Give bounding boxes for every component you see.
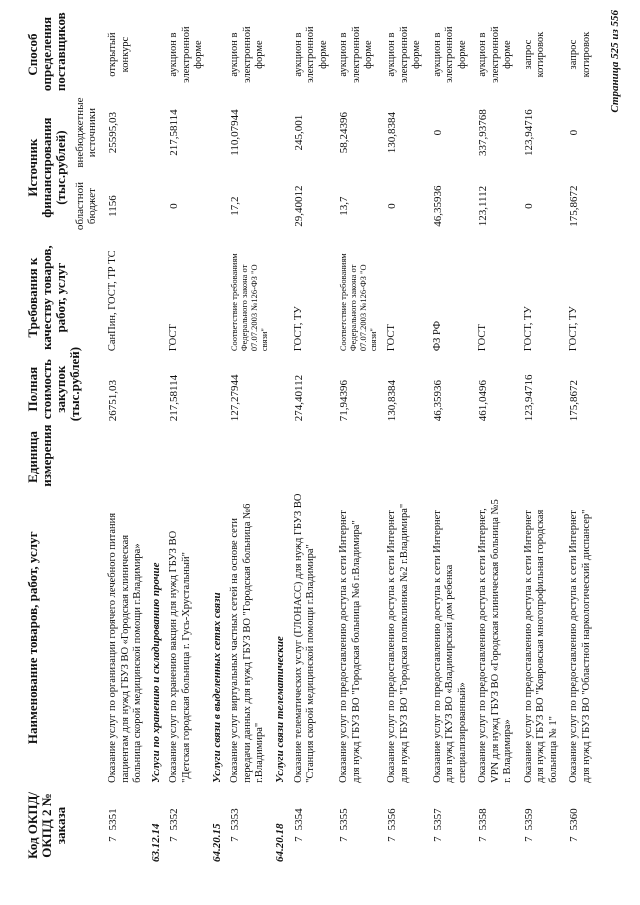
row-requirements: Соответствие требованиям Федерального закона от 07.07.2003 №126-ФЗ "О связи" [338, 253, 378, 352]
row-number: 5358 [477, 808, 489, 831]
row-unit [164, 424, 209, 490]
header-funding: Источник финансирования (тыс.рублей) [25, 117, 68, 218]
row-method: аукцион в электронной форме [168, 26, 204, 83]
row-number: 5359 [522, 808, 535, 831]
row-unit [382, 424, 428, 490]
row-number: 5356 [386, 808, 398, 831]
row-unit [334, 424, 382, 490]
row-funding-extra: 25595,03 [107, 111, 119, 154]
section-code: 64.20.15 [210, 823, 223, 862]
section-code: 64.20.18 [274, 823, 286, 862]
row-cost: 123,94716 [522, 374, 535, 422]
header-funding-extra: внебюджетные источники [74, 97, 98, 168]
row-requirements: ГОСТ, ТУ [568, 306, 579, 352]
table-row [334, 15, 382, 865]
section-title: Услуги связи в выделенных сетях связи [210, 592, 223, 783]
row-cost: 461,0496 [477, 379, 489, 422]
row-unit [518, 424, 564, 490]
row-funding-regional: 123,1112 [477, 185, 489, 227]
row-funding-regional: 17,2 [229, 196, 241, 216]
row-name: Оказание телематических услуг (ГЛОНАСС) для нужд ГБУЗ ВО "Станция скорой медицинской помощи г.Владимира" [292, 493, 316, 783]
row-funding-extra: 130,8384 [386, 111, 398, 154]
row-funding-regional: 13,7 [338, 196, 350, 216]
row-number: 5360 [568, 808, 580, 831]
row-funding-regional: 0 [522, 203, 535, 209]
row-cost: 175,8672 [568, 379, 580, 422]
header-cost: Полная стоимость закупок (тыс.рублей) [25, 346, 82, 422]
section-row [148, 15, 164, 865]
row-funding-extra: 58,24396 [338, 111, 350, 154]
row-name: Оказание услуг виртуальных частных сетей на основе сети передачи данных для нужд ГБУЗ ВО "Городская больница №6 г.Владимира" [229, 503, 265, 783]
row-number: 5355 [338, 808, 350, 831]
row-code: 7 [338, 836, 350, 842]
table-row [518, 15, 564, 865]
row-cost: 130,8384 [386, 379, 398, 422]
row-unit [288, 424, 334, 490]
section-title: Услуги по хранению и складированию прочие [149, 562, 162, 783]
header-unit: Единица измерения [25, 424, 54, 487]
row-unit [473, 424, 519, 490]
row-requirements: Соответствие требованиям Федерального закона от 07.07.2003 №126-ФЗ "О связи" [229, 253, 269, 352]
row-code: 7 [477, 836, 489, 842]
row-code: 7 [386, 836, 398, 842]
row-funding-regional: 175,8672 [568, 185, 580, 227]
row-funding-extra: 217,58114 [168, 109, 180, 156]
row-funding-extra: 337,93768 [477, 109, 489, 156]
table-row [103, 15, 148, 865]
row-funding-regional: 1156 [107, 195, 119, 217]
row-cost: 274,40112 [292, 374, 305, 422]
row-name: Оказание услуг по предоставлению доступа к сети Интернет для нужд ГКУЗ ВО «Владимирский дом ребенка специализированный» [431, 510, 468, 783]
row-method: запрос котировок [568, 31, 592, 78]
row-funding-regional: 29,40012 [292, 185, 305, 227]
row-number: 5354 [292, 808, 305, 831]
row-funding-extra: 123,94716 [522, 109, 535, 156]
row-funding-extra: 110,07944 [229, 109, 241, 156]
row-code: 7 [431, 836, 444, 842]
procurement-table [20, 12, 596, 865]
row-number: 5357 [431, 808, 444, 831]
row-code: 7 [568, 836, 580, 842]
row-method: аукцион в электронной форме [292, 26, 329, 83]
row-cost: 46,35936 [431, 379, 444, 422]
table-row [564, 15, 597, 865]
row-name: Оказание услуг по предоставлению доступа к сети Интернет для нужд ГБУЗ ВО "Ковровская многопрофильная городская больница № 1" [522, 509, 559, 783]
row-cost: 26751,03 [107, 379, 119, 422]
row-name: Оказание услуг по предоставлению доступа к сети Интернет для нужд ГБУЗ ВО "Городская поликлиника №2 г.Владимира" [386, 503, 410, 783]
row-unit [564, 424, 597, 490]
row-number: 5353 [229, 808, 241, 831]
row-requirements: ГОСТ [168, 324, 179, 352]
row-method: аукцион в электронной форме [229, 26, 265, 83]
row-requirements: ГОСТ [386, 324, 397, 352]
row-name: Оказание услуг по хранению вакцин для нужд ГБУЗ ВО "Детская городская больница г. Гусь-Хрустальный" [168, 530, 192, 783]
row-method: аукцион в электронной форме [338, 26, 374, 83]
row-requirements: ГОСТ, ТУ [292, 306, 304, 352]
row-requirements: ФЗ РФ [431, 320, 443, 352]
row-unit [427, 424, 473, 490]
row-name: Оказание услуг по предоставлению доступа к сети Интернет, VPN для нужд ГБУЗ ВО «Городская клиническая больница №5 г. Владимира» [477, 499, 513, 783]
header-method: Способ определения поставщиков [25, 12, 68, 92]
row-cost: 217,58114 [168, 374, 180, 422]
table-header [20, 12, 103, 865]
section-row [209, 15, 225, 865]
row-requirements: СанПин, ГОСТ, ТР ТС [107, 250, 118, 352]
row-unit [103, 424, 148, 490]
row-cost: 71,94396 [338, 379, 350, 422]
row-funding-regional: 46,35936 [431, 185, 444, 227]
row-requirements: ГОСТ, ТУ [522, 306, 534, 352]
row-funding-regional: 0 [386, 203, 398, 209]
row-name: Оказание услуг по организации горячего лечебного питания пациентам для нужд ГБУЗ ВО «Городская клиническая больница скорой медицинской помощи г.Владимира» [107, 512, 143, 783]
section-code: 63.12.14 [149, 823, 162, 862]
row-method: запрос котировок [522, 31, 546, 78]
page-number: Страница 525 из 556 [609, 10, 621, 113]
header-funding-regional: областной бюджет [74, 181, 98, 231]
row-code: 7 [522, 836, 535, 842]
table-row [473, 15, 519, 865]
row-code: 7 [168, 836, 180, 842]
section-title: Услуги связи телематические [274, 636, 286, 783]
table-body [103, 15, 597, 865]
row-funding-extra: 0 [431, 129, 444, 136]
row-cost: 127,27944 [229, 374, 241, 422]
table-row [164, 15, 209, 865]
row-name: Оказание услуг по предоставлению доступа к сети Интернет для нужд ГБУЗ ВО "Областной наркологический диспансер" [568, 509, 592, 783]
table-row [382, 15, 428, 865]
row-method: аукцион в электронной форме [431, 26, 468, 83]
row-method: открытый конкурс [107, 32, 131, 77]
row-name: Оказание услуг по предоставлению доступа к сети Интернет для нужд ГБУЗ ВО "Городская больница №6 г.Владимира" [338, 510, 362, 783]
row-code: 7 [292, 836, 305, 842]
row-funding-extra: 0 [568, 129, 580, 136]
header-requirements: Требования к качеству товаров, работ, услуг [25, 245, 68, 350]
row-method: аукцион в электронной форме [386, 26, 422, 83]
row-number: 5352 [168, 808, 180, 831]
table-row [427, 15, 473, 865]
row-unit [225, 424, 273, 490]
row-code: 7 [229, 836, 241, 842]
table-row [288, 15, 334, 865]
table-row [225, 15, 273, 865]
section-row [272, 15, 288, 865]
row-requirements: ГОСТ [477, 324, 488, 352]
row-method: аукцион в электронной форме [477, 26, 513, 83]
row-number: 5351 [107, 808, 119, 831]
row-funding-regional: 0 [168, 203, 180, 209]
row-funding-extra: 245,001 [292, 114, 305, 151]
header-name: Наименование товаров, работ, услуг [25, 531, 40, 745]
header-code: Код ОКПД/ ОКПД 2 № заказа [25, 791, 68, 859]
row-code: 7 [107, 836, 119, 842]
